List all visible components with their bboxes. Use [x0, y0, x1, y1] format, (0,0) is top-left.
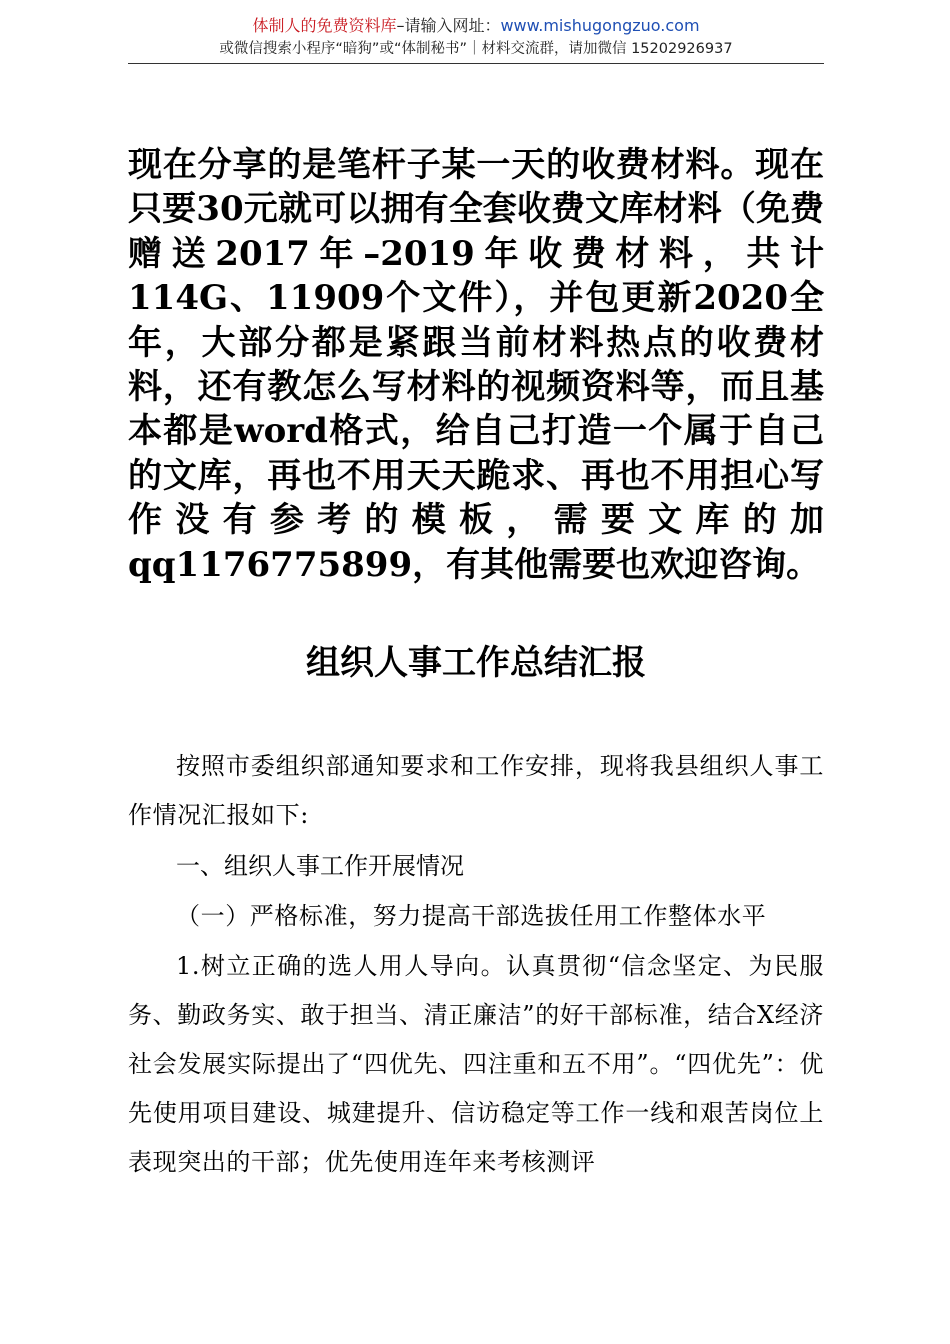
item-paragraph: 1.树立正确的选人用人导向。认真贯彻“信念坚定、为民服务、勤政务实、敢于担当、清正廉洁”的好干部标准，结合X经济社会发展实际提出了“四优先、四注重和五不用”。“四优先”：优先使用项目建设、城建提升、信访稳定等工作一线和艰苦岗位上表现突出的干部；优先使用连年来考核测评	[128, 952, 824, 1176]
intro-paragraph: 按照市委组织部通知要求和工作安排，现将我县组织人事工作情况汇报如下:	[128, 752, 824, 829]
subsection-heading: （一）严格标准，努力提高干部选拔任用工作整体水平	[176, 902, 767, 930]
header-site-line	[128, 14, 824, 38]
document-title: 组织人事工作总结汇报	[306, 643, 646, 683]
site-name: 体制人的免费资料库	[252, 16, 397, 35]
site-url-link[interactable]: www.mishugongzuo.com	[500, 16, 700, 35]
promo-paragraph: 现在分享的是笔杆子某一天的收费材料。现在只要30元就可以拥有全套收费文库材料（免费赠送2017年–2019年收费材料，共计114G、11909个文件），并包更新2020全年，大部分都是紧跟当前材料热点的收费材料，还有教怎么写材料的视频资料等，而且基本都是word格式，给自己打造一个属于自己的文库，再也不用天天跪求、再也不用担心写作没有参考的模板，需要文库的加qq1176775899，有其他需要也欢迎咨询。	[128, 145, 824, 585]
header-divider	[128, 63, 824, 64]
page-header	[128, 14, 824, 60]
section-heading: 一、组织人事工作开展情况	[176, 852, 464, 880]
header-contact-line: 或微信搜索小程序“暗狗”或“体制秘书”｜材料交流群，请加微信 15202926937	[219, 41, 733, 57]
url-prompt: –请输入网址：	[396, 16, 501, 35]
